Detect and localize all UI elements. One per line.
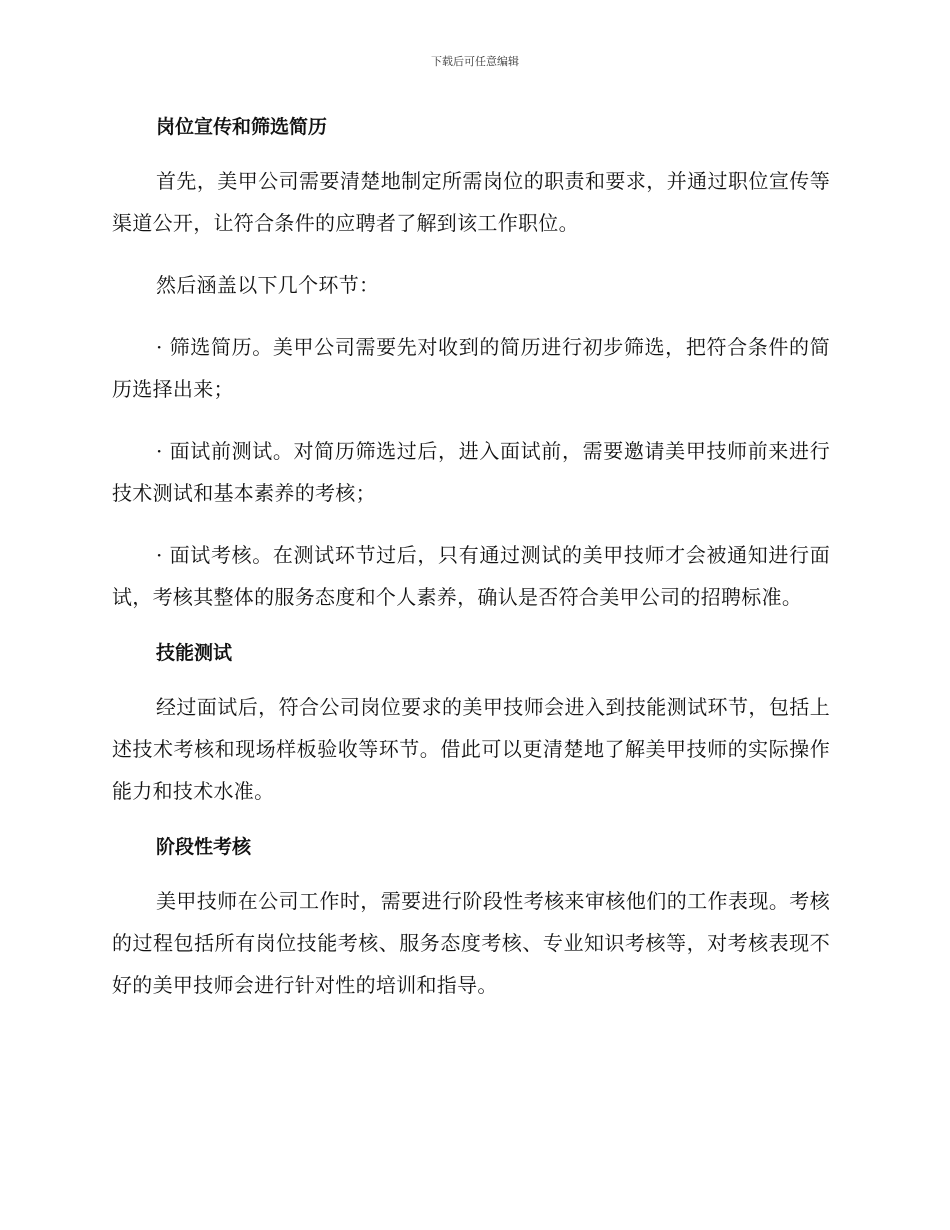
paragraph: 美甲技师在公司工作时，需要进行阶段性考核来审核他们的工作表现。考核的过程包括所有岗位技能考核、服务态度考核、专业知识考核等，对考核表现不好的美甲技师会进行针对性的培训和指导。	[112, 889, 830, 997]
list-item: · 筛选简历。美甲公司需要先对收到的简历进行初步筛选，把符合条件的简历选择出来；	[112, 335, 830, 401]
section-skill-test	[112, 638, 830, 812]
paragraph: 经过面试后，符合公司岗位要求的美甲技师会进入到技能测试环节，包括上述技术考核和现场样板验收等环节。借此可以更清楚地了解美甲技师的实际操作能力和技术水准。	[112, 695, 830, 803]
section-periodic-review	[112, 832, 830, 1006]
paragraph: 然后涵盖以下几个环节：	[156, 273, 380, 297]
list-item: · 面试前测试。对简历筛选过后，进入面试前，需要邀请美甲技师前来进行技术测试和基本素养的考核；	[112, 439, 830, 505]
section-heading: 技能测试	[156, 642, 233, 664]
paragraph: 首先，美甲公司需要清楚地制定所需岗位的职责和要求，并通过职位宣传等渠道公开，让符合条件的应聘者了解到该工作职位。	[112, 169, 830, 235]
document-body	[112, 112, 830, 1026]
list-item: · 面试考核。在测试环节过后，只有通过测试的美甲技师才会被通知进行面试，考核其整体的服务态度和个人素养，确认是否符合美甲公司的招聘标准。	[112, 543, 830, 609]
section-recruitment	[112, 112, 830, 618]
section-heading: 岗位宣传和筛选简历	[156, 116, 328, 138]
page-header: 下载后可任意编辑	[431, 55, 519, 68]
section-heading: 阶段性考核	[156, 836, 252, 858]
